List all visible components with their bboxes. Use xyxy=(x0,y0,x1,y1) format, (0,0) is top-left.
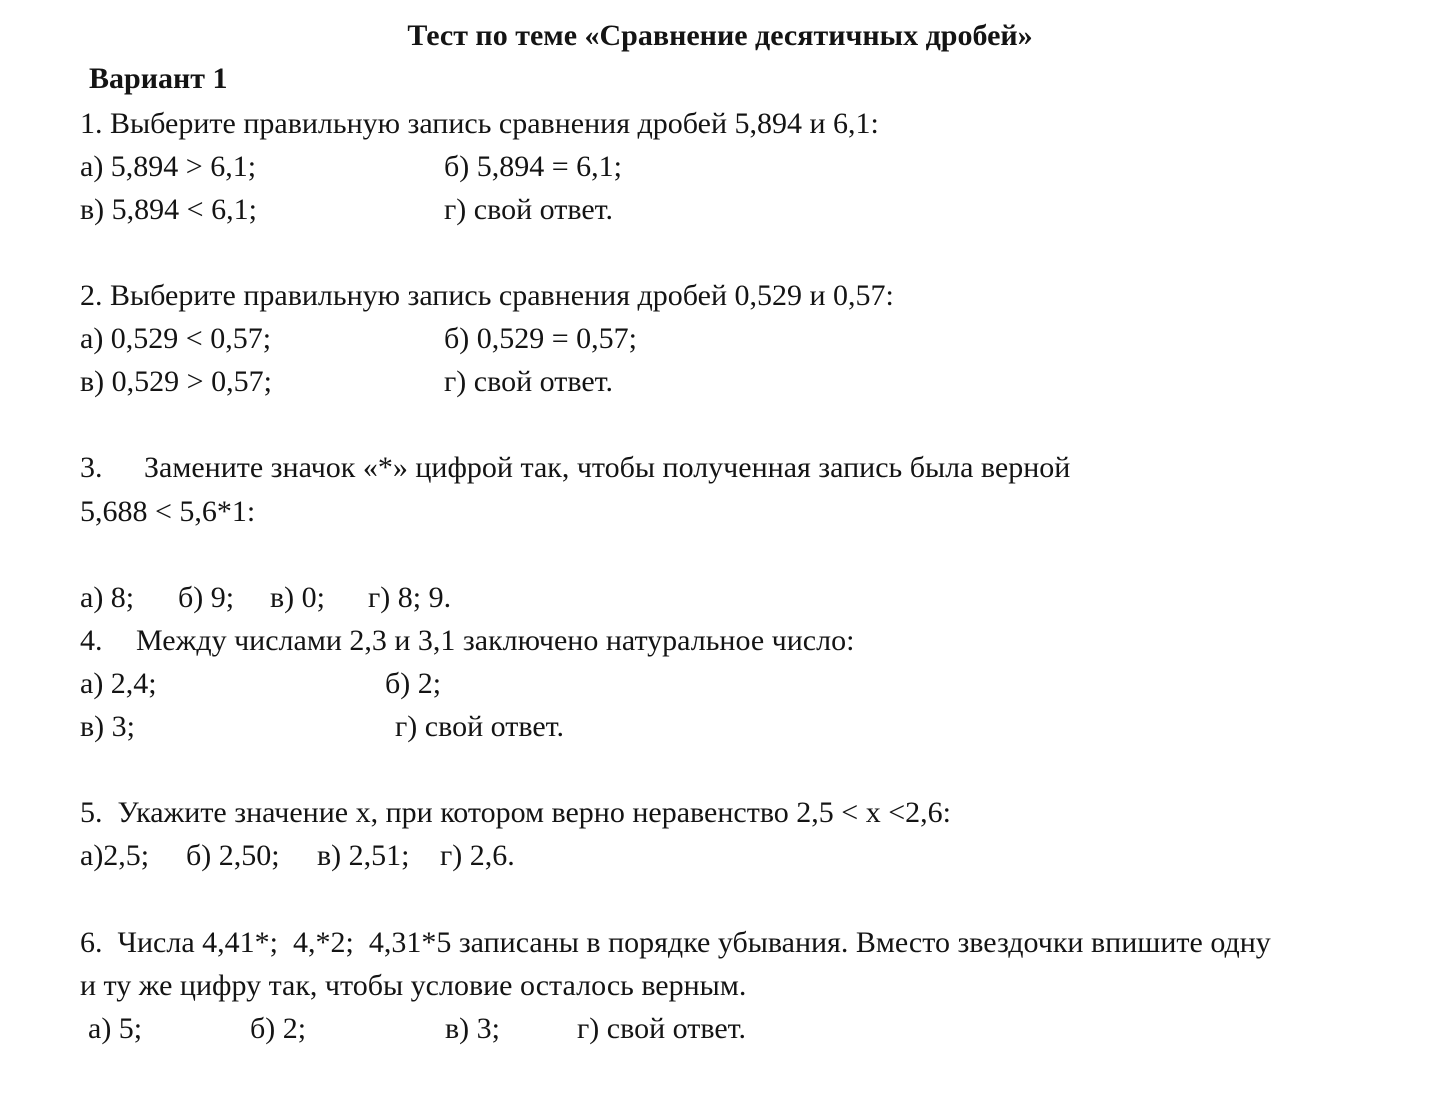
question-number: 3. xyxy=(80,451,103,484)
question-prompt: Между числами 2,3 и 3,1 заключено натуральное число: xyxy=(136,624,855,657)
answer-option-v: в) 3; xyxy=(445,1012,500,1045)
answer-option-v: в) 3; xyxy=(80,710,135,743)
question-prompt-line-1: 6. Числа 4,41*; 4,*2; 4,31*5 записаны в порядке убывания. Вместо звездочки впишите одну xyxy=(80,926,1271,959)
answer-option-g: г) 8; 9. xyxy=(368,581,452,614)
question-expression: 5,688 < 5,6*1: xyxy=(80,495,256,528)
answer-option-a: а)2,5; xyxy=(80,839,150,872)
question-prompt: Замените значок «*» цифрой так, чтобы полученная запись была верной xyxy=(144,451,1071,484)
answer-option-v: в) 0; xyxy=(270,581,325,614)
answer-option-v: в) 0,529 > 0,57; xyxy=(80,365,272,398)
answer-option-b: б) 9; xyxy=(178,581,235,614)
question-prompt-line-2: и ту же цифру так, чтобы условие осталось верным. xyxy=(80,969,747,1002)
question-prompt: 1. Выберите правильную запись сравнения дробей 5,894 и 6,1: xyxy=(80,107,879,140)
answer-option-g: г) 2,6. xyxy=(440,839,515,872)
answer-option-g: г) свой ответ. xyxy=(444,193,613,226)
answer-option-v: в) 5,894 < 6,1; xyxy=(80,193,257,226)
answer-option-a: а) 8; xyxy=(80,581,135,614)
answer-option-a: а) 5,894 > 6,1; xyxy=(80,150,257,183)
answer-option-a: а) 5; xyxy=(88,1012,143,1045)
question-prompt: 5. Укажите значение х, при котором верно неравенство 2,5 < x <2,6: xyxy=(80,796,951,829)
answer-option-b: б) 0,529 = 0,57; xyxy=(444,322,638,355)
page-title: Тест по теме «Сравнение десятичных дробей» xyxy=(407,19,1033,52)
answer-option-a: а) 2,4; xyxy=(80,667,157,700)
answer-option-b: б) 2; xyxy=(385,667,442,700)
question-prompt: 2. Выберите правильную запись сравнения дробей 0,529 и 0,57: xyxy=(80,279,894,312)
answer-option-b: б) 2,50; xyxy=(186,839,280,872)
answer-option-g: г) свой ответ. xyxy=(444,365,613,398)
variant-heading: Вариант 1 xyxy=(89,62,228,95)
answer-option-b: б) 5,894 = 6,1; xyxy=(444,150,623,183)
answer-option-v: в) 2,51; xyxy=(317,839,410,872)
answer-option-b: б) 2; xyxy=(250,1012,307,1045)
answer-option-a: а) 0,529 < 0,57; xyxy=(80,322,272,355)
question-number: 4. xyxy=(80,624,103,657)
answer-option-g: г) свой ответ. xyxy=(577,1012,746,1045)
answer-option-g: г) свой ответ. xyxy=(395,710,564,743)
